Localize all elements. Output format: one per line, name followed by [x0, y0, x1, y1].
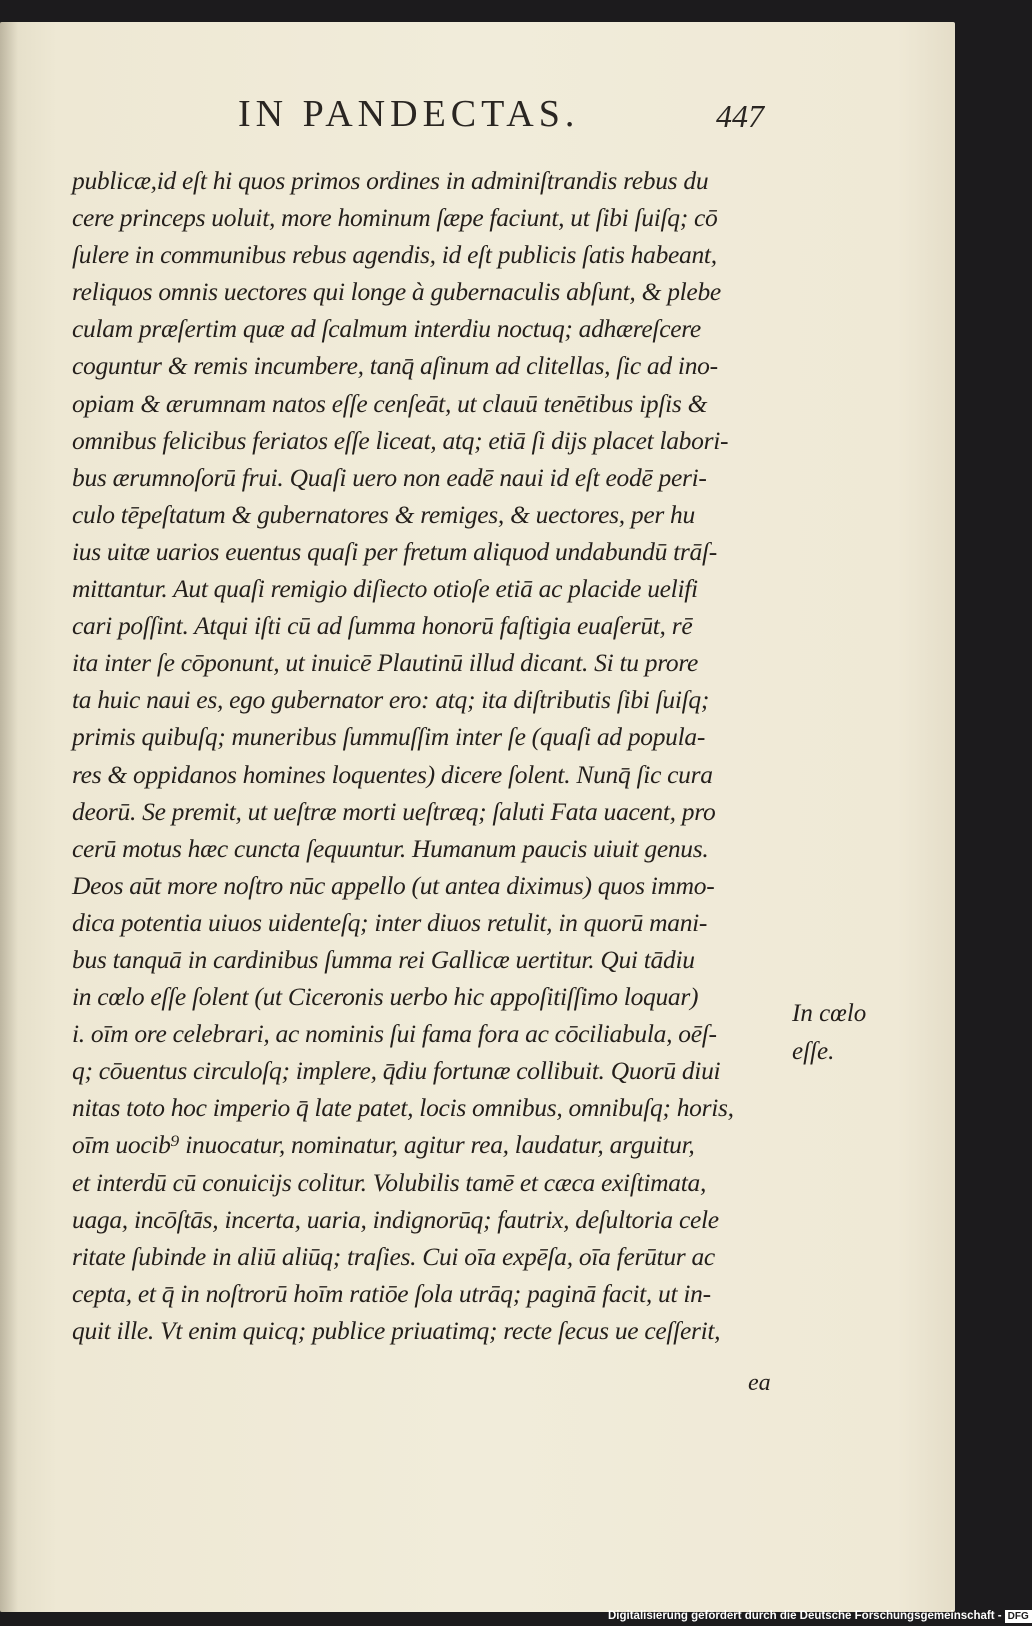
text-line: nitas toto hoc imperio q̄ late patet, locis omnibus, omnibuſq; horis, — [72, 1093, 734, 1123]
text-line: Deos aūt more noſtro nūc appello (ut antea diximus) quos immo- — [72, 870, 715, 900]
text-line: et interdū cū conuicijs colitur. Volubilis tamē et cæca exiſtimata, — [72, 1167, 707, 1197]
credit-text: Digitalisierung gefördert durch die Deutsche Forschungsgemeinschaft - — [608, 1610, 1002, 1622]
text-line: cerū motus hæc cuncta ſequuntur. Humanum paucis uiuit genus. — [72, 833, 709, 863]
folio-number: 447 — [716, 98, 764, 134]
text-line: omnibus felicibus feriatos eſſe liceat, atq; etiā ſi dijs placet labori- — [72, 425, 729, 455]
text-line: in cœlo eſſe ſolent (ut Ciceronis uerbo hic appoſitiſſimo loquar) — [72, 982, 699, 1012]
marginal-note-line: eſſe. — [792, 1038, 835, 1065]
marginal-note-line: In cœlo — [792, 1000, 867, 1027]
text-line: dica potentia uiuos uidenteſq; inter diuos retulit, in quorū mani- — [72, 907, 708, 937]
text-line: deorū. Se premit, ut ueſtræ morti ueſtræq; ſaluti Fata uacent, pro — [72, 796, 716, 826]
text-line: publicæ,id eſt hi quos primos ordines in adminiſtrandis rebus du — [72, 166, 709, 195]
text-line: coguntur & remis incumbere, tanq̄ aſinum ad clitellas, ſic ad ino- — [72, 351, 718, 381]
text-line: mittantur. Aut quaſi remigio diſiecto otioſe etiā ac placide uelifi — [72, 574, 698, 604]
text-line: ita inter ſe cōponunt, ut inuicē Plautinū illud dicant. Si tu prore — [72, 648, 699, 678]
text-line: cari poſſint. Atqui iſti cū ad ſumma honorū faſtigia euaſerūt, rē — [72, 611, 693, 641]
text-line: ta huic naui es, ego gubernator ero: atq; ita diſtributis ſibi ſuiſq; — [72, 685, 710, 715]
text-line: ius uitæ uarios euentus quaſi per fretum aliquod undabundū trāſ- — [72, 536, 717, 566]
text-line: bus tanquā in cardinibus ſumma rei Gallicæ uertitur. Qui tādiu — [72, 944, 695, 974]
text-line: i. oīm ore celebrari, ac nominis ſui fama fora ac cōciliabula, oēſ- — [72, 1019, 717, 1049]
digitization-credit — [608, 1607, 1029, 1626]
body-text — [72, 162, 792, 1349]
text-line: ſulere in communibus rebus agendis, id eſt publicis ſatis habeant, — [72, 240, 717, 270]
text-line: primis quibuſq; muneribus ſummuſſim inter ſe (quaſi ad popula- — [72, 722, 706, 752]
dfg-logo: DFG — [1005, 1610, 1032, 1623]
running-head: IN PANDECTAS. — [238, 93, 580, 135]
text-line: cere princeps uoluit, more hominum ſæpe faciunt, ut ſibi ſuiſq; cō — [72, 203, 718, 233]
catchword: ea — [748, 1370, 771, 1396]
text-line: res & oppidanos homines loquentes) dicere ſolent. Nunq̄ ſic cura — [72, 759, 713, 789]
book-page — [0, 22, 955, 1612]
text-line: oīm uocib⁹ inuocatur, nominatur, agitur rea, laudatur, arguitur, — [72, 1130, 695, 1160]
text-line: q; cōuentus circuloſq; implere, q̄diu fortunæ collibuit. Quorū diui — [72, 1056, 721, 1086]
text-line: opiam & ærumnam natos eſſe cenſeāt, ut clauū tenētibus ipſis & — [72, 388, 708, 418]
text-line: ritate ſubinde in aliū aliūq; traſies. Cui oīa expēſa, oīa ferūtur ac — [72, 1241, 715, 1271]
text-line: bus ærumnoſorū frui. Quaſi uero non eadē naui id eſt eodē peri- — [72, 462, 707, 492]
text-line: reliquos omnis uectores qui longe à gubernaculis abſunt, & plebe — [72, 277, 721, 307]
gutter-shadow — [0, 22, 18, 1612]
text-line: uaga, incōſtās, incerta, uaria, indignorūq; fautrix, deſultoria cele — [72, 1204, 719, 1234]
marginal-note — [792, 995, 872, 1071]
text-line: cepta, et q̄ in noſtrorū hoīm ratiōe ſola utrāq; paginā facit, ut in- — [72, 1278, 711, 1308]
text-line: culo tēpeſtatum & gubernatores & remiges, & uectores, per hu — [72, 499, 695, 529]
text-line: quit ille. Vt enim quicq; publice priuatimq; recte ſecus ue ceſſerit, — [72, 1315, 721, 1345]
text-line: culam præſertim quæ ad ſcalmum interdiu noctuq; adhæreſcere — [72, 314, 701, 344]
